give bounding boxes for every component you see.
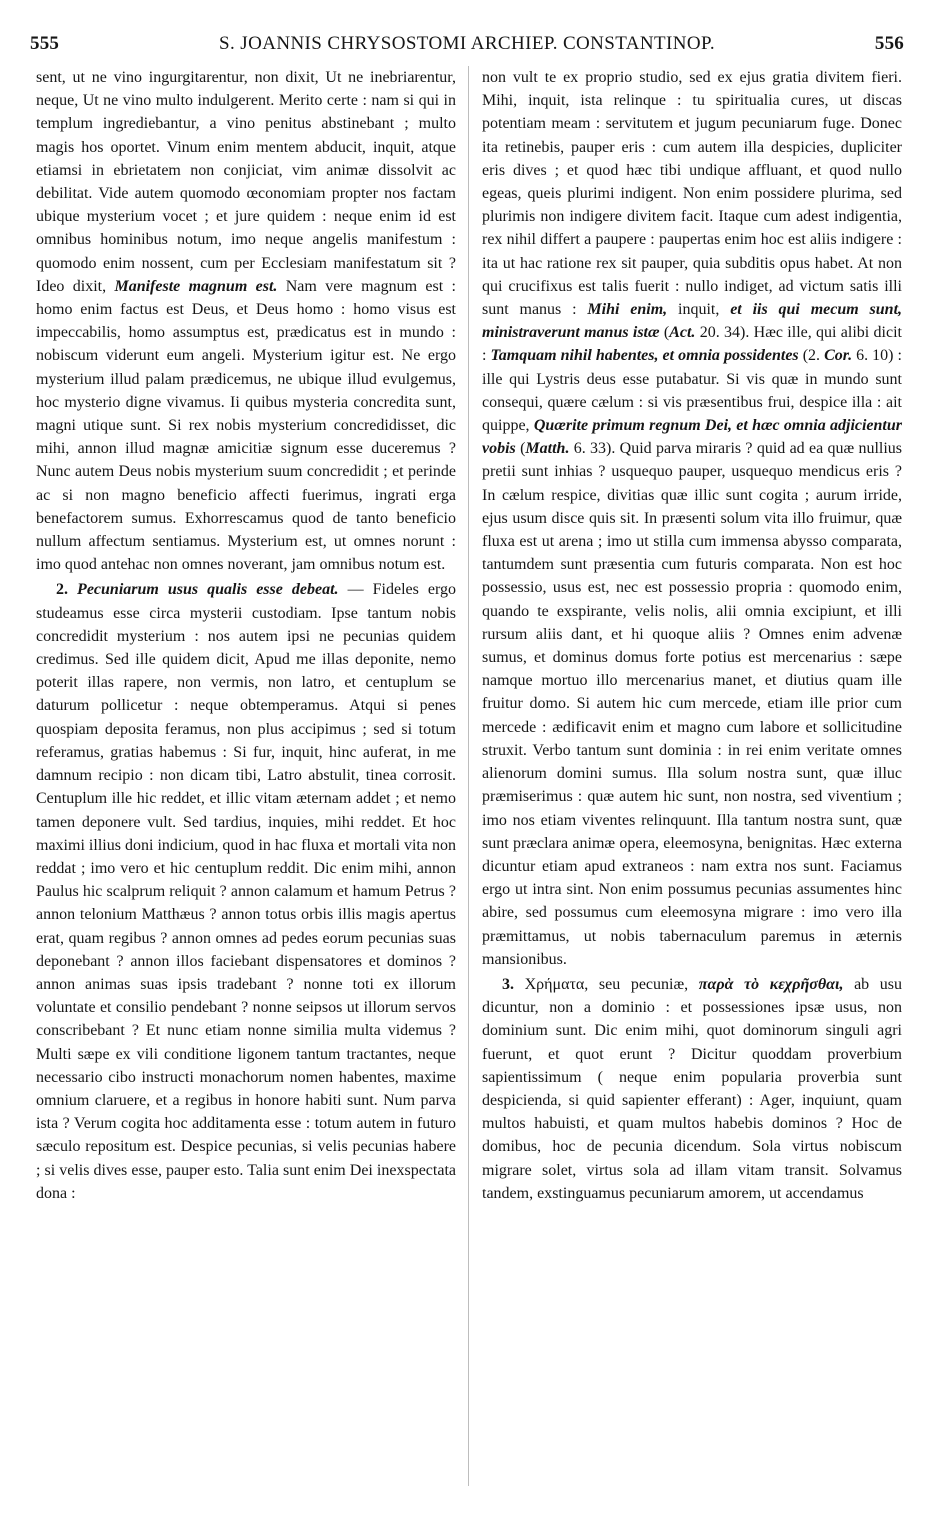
italic-quote: et iis qui mecum sunt, ministraverunt manus istæ <box>482 301 903 342</box>
italic-quote: Quærite primum regnum Dei, et hæc omnia adjicientur vobis <box>482 417 902 458</box>
paragraph <box>482 66 902 971</box>
column-divider <box>468 66 469 1486</box>
text-run: ( <box>515 440 526 458</box>
text-run: 20. 34). Hæc ille, qui alibi dicit : <box>482 324 902 365</box>
italic-quote: Manifeste magnum est. <box>114 277 278 295</box>
text-run: ( <box>659 324 670 342</box>
section-number: 3. <box>502 975 514 993</box>
paragraph <box>36 578 456 1204</box>
running-title: S. JOANNIS CHRYSOSTOMI ARCHIEP. CONSTANTINOP. <box>219 33 715 54</box>
scripture-reference: Cor. <box>824 347 853 365</box>
text-run: inquit, <box>667 301 731 319</box>
scripture-reference: Matth. <box>525 440 570 458</box>
text-run: 6. 10) : ille qui Lystris deus esse putabatur. Si vis quæ in mundo sunt consequi, quære cælum : si vis præsentibus frui, despice illa : ait quippe, <box>482 347 902 435</box>
scripture-reference: Act. <box>669 324 696 342</box>
page-number-right: 556 <box>874 33 904 54</box>
page-number-left: 555 <box>30 33 60 54</box>
text-run: sent, ut ne vino ingurgitarentur, non dixit, Ut ne inebriarentur, neque, Ut ne vino multo indulgerent. Merito certe : nam si qui in templum ingrediebantur, a vino penitus abstinebant ; multo magis hos oportet. Vinum enim mentem abducit, inquit, atque etiamsi in ebrietatem non conjiciat, vim animæ dissolvit ac debilitat. Vide autem quomodo œconomiam propter nos factam ubique mysterium vocet ; et jure quidem : neque enim id est omnibus hominibus notum, imo neque angelis manifestum : quomodo enim nossent, cum per Ecclesiam manifestatum sit ? Ideo dixit, <box>36 69 456 295</box>
paragraph <box>482 973 902 1205</box>
right-column <box>482 66 902 1205</box>
running-header <box>30 33 904 61</box>
text-run: 6. 33). Quid parva miraris ? quid ad ea quæ nullius pretii sunt inhias ? usquequo pauper, usquequo mendicus eris ? In cælum respice, divitias quæ illic sunt cogita ; aurum irride, ejus usum disce quis sit. In præsenti solum vita illo fruimur, quæ fluxa est ut arena ; imo ut stilla cum immensa abysso comparata, tantumdem sunt præsentia cum futuris comparata. Non est hoc possessio, usus est, nec est possessio propria : quomodo enim, quando te exspirante, velis nolis, alii omnia excipiunt, et illi rursum aliis dant, et hi quoque aliis ? Omnes enim advenæ sumus, et dominus domus forte potius est mercenarius : sæpe namque mortuo illo mercenarius manet, et diutius quam ille fruitur domo. Si autem hic cum mercede, etiam ille prior cum mercede : ædificavit enim et magno cum labore et sollicitudine struxit. Verbo tantum sunt dominia : in rei enim veritate omnes alienorum domini sumus. Illa solum nostra sunt, quæ illuc præmiserimus : quæ autem hic sunt, non nostra, sed viventium ; imo nos etiam viventes relinquunt. Illa tantum nostra sunt, quæ sunt præclara animæ opera, eleemosyna, benignitas. Hæc externa dicuntur etiam apud extraneos : nam extra nos sunt. Faciamus ergo ut intra sint. Non enim possumus pecunias assumentes hinc abire, sed possumus cum eleemosyna migrare : imo vero illa præmittamus, ut nobis tabernaculum paremus in æternis mansionibus. <box>482 440 903 968</box>
greek-phrase: παρὰ τὸ κεχρῆσθαι, <box>698 975 844 993</box>
italic-quote: Mihi enim, <box>587 301 668 319</box>
text-run: ab usu dicuntur, non a dominio : et possessiones ipsæ usus, non dominium sunt. Dic enim mihi, quot dominorum singuli agri fuerunt, et quot erunt ? Dicitur quoddam proverbium sapientissimum ( neque enim popularia proverbia sunt despicienda, si quid sapienter efferant) : Ager, inquiunt, quam multos habuisti, et quam multos habebis dominos ? Hoc de domibus, hoc de pecunia dicendum. Sola virtus nobiscum migrare solet, virtus sola ad illam vitam transit. Solvamus tandem, exstinguamus pecuniarum amorem, ut accendamus <box>482 975 902 1202</box>
text-run: (2. <box>798 347 825 365</box>
text-run: seu pecuniæ, <box>588 975 699 993</box>
paragraph <box>36 66 456 576</box>
greek-word: Χρήματα, <box>524 975 589 993</box>
text-run: Nam vere magnum est : homo enim factus est Deus, et Deus homo : homo visus est impeccabilis, homo assumptus est, prædicatus est in mundo : nobiscum viderunt eum angeli. Mysterium igitur est. Ne ergo mysterium illud palam prædicemus, ne ubique illud evulgemus, hoc mysterio digne vivamus. Ii quibus mysteria concredita sunt, magni utique sunt. Si rex nobis mysterium concredidisset, dic mihi, annon illud magnæ amicitiæ signum esse duceremus ? Nunc autem Deus nobis mysterium suum concredidit ; et perinde ac si non magno beneficio affecti fuerimus, ingrati erga benefactorem sumus. Exhorrescamus quod de tanto beneficio nullum affectum sentiamus. Mysterium est, ut omnes norunt : imo quod antehac non omnes noverant, jam omnibus notum est. <box>36 277 457 574</box>
text-run: non vult te ex proprio studio, sed ex ejus gratia divitem fieri. Mihi, inquit, ista relinque : tu spiritualia cures, ut discas potentiam meam : servitutem et jugum pecuniarum fuge. Donec ita retinebis, pauper eris : cum autem illa despicies, dupliciter eris dives ; et quod hæc tibi undique affluant, et quod nullo egeas, queis plurimi indigent. Non enim possidere plurima, sed plurimis non indigere divitem facit. Itaque cum adest indigentia, rex nihil differt a paupere : paupertas enim hoc est aliis indigere : ita ut hac ratione rex sit pauper, quia subditis opus habet. At non qui crucifixus est talis fuerit : nullo indiget, ad victum satis illi sunt manus : <box>482 69 902 319</box>
section-heading: Pecuniarum usus qualis esse debeat. <box>77 581 339 599</box>
italic-quote: Tamquam nihil habentes, et omnia possidentes <box>490 347 799 365</box>
section-number: 2. <box>56 581 68 599</box>
left-column <box>36 66 456 1205</box>
text-run: — Fideles ergo studeamus esse circa mysterii custodiam. Ipse tantum nobis concredidit mysterium : nos autem ipsi ne pecunias quidem credimus. Sed ille quidem dicit, Apud me illas deponite, nemo poterit illas rapere, non vermis, non latro, et centuplum se daturum pollicetur : neque obtemperamus. Atqui si penes quospiam deposita feramus, non plus accipimus ; sed si totum referamus, gratias habemus : Si fur, inquit, hinc auferat, in me damnum recipio : non dicam tibi, Latro abstulit, tinea corrosit. Centuplum ille hic reddet, et illic vitam æternam addet ; et nemo tamen deponere vult. Sed tardius, inquies, mihi reddet. Et hoc maximi illius doni indicium, quod in hac fluxa et mortali vita non reddat ; imo vero et hic centuplum reddit. Dic enim mihi, annon Paulus hic scalprum reliquit ? annon calamum et hamum Petrus ? annon telonium Matthæus ? annon totus orbis illis magis apertus erat, quam regibus ? annon omnes ad pedes eorum pecunias suas deponebant ? annon illos faciebant dispensatores et dominos ? annon animas suas ipsis tradebant ? nonne toti ex illorum voluntate et consilio pendebant ? nonne seipsos ut illorum servos conscribebant ? Et nunc etiam nonne similia multa videmus ? Multi sæpe ex vili conditione ligonem tantum tractantes, neque necessario cibo instructi monachorum nomen habentes, maxime omnium claruere, et a regibus in honore habiti sunt. Num parva ista ? Verum cogita hoc additamenta esse : totum autem in futuro sæculo repositum est. Despice pecunias, si velis pecunias habere ; si velis dives esse, pauper esto. Talia sunt enim Dei inexspectata dona : <box>36 581 457 1202</box>
